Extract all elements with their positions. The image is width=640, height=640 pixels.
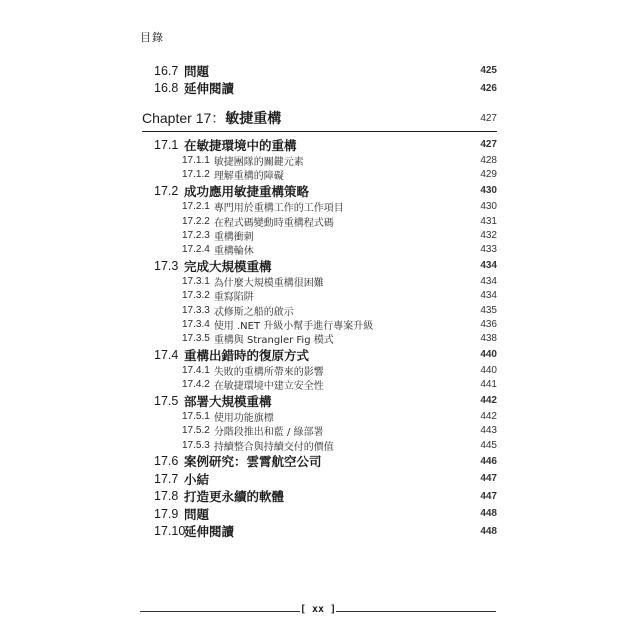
toc-entry-number: 17.5 <box>154 393 179 408</box>
toc-entry-page: 434 <box>480 275 497 287</box>
table-of-contents <box>142 62 497 540</box>
toc-entry-title: 重構出錯時的復原方式 <box>184 347 310 363</box>
toc-entry-number: 17.2.3 <box>182 229 210 241</box>
toc-entry-page: 430 <box>480 201 497 213</box>
toc-entry-page: 447 <box>480 490 497 502</box>
toc-subsection-entry <box>142 214 497 228</box>
toc-entry-number: 17.10 <box>154 524 186 538</box>
toc-entry-number: 17.3 <box>154 258 179 273</box>
toc-section-entry <box>142 470 497 488</box>
toc-subsection-entry <box>142 424 497 438</box>
toc-entry-page: 434 <box>480 290 497 302</box>
toc-subsection-entry <box>142 303 497 317</box>
toc-entry-title: 失敗的重構所帶來的影響 <box>213 366 324 378</box>
toc-section-entry <box>142 505 497 523</box>
toc-entry-page: 433 <box>480 244 497 256</box>
toc-entry-title: 分階段推出和藍 / 綠部署 <box>213 427 324 439</box>
toc-entry-number: 17.4 <box>154 347 179 362</box>
toc-entry-title: 完成大規模重構 <box>184 258 272 274</box>
toc-subsection-entry <box>142 200 497 214</box>
toc-entry-number: 17.1 <box>154 137 179 152</box>
toc-entry-page: 440 <box>480 364 497 376</box>
toc-entry-number: 17.9 <box>154 506 179 521</box>
toc-subsection-entry <box>142 438 497 452</box>
toc-entry-title: 敏捷重構 <box>225 111 282 127</box>
toc-entry-page: 442 <box>480 411 497 422</box>
toc-subsection-entry <box>142 154 497 168</box>
footer-rule-left <box>140 611 300 612</box>
toc-entry-page: 427 <box>480 112 497 124</box>
toc-entry-page: 428 <box>480 155 497 167</box>
toc-entry-page: 436 <box>480 318 497 330</box>
toc-entry-title: 問題 <box>184 506 210 522</box>
toc-entry-page: 432 <box>480 229 497 241</box>
toc-section-entry <box>142 452 497 470</box>
toc-chapter-entry <box>142 105 497 132</box>
toc-subsection-entry <box>142 168 497 182</box>
toc-entry-page: 435 <box>480 304 497 316</box>
page-number: [ xx ] <box>299 604 337 615</box>
toc-entry-page: 440 <box>480 349 497 361</box>
toc-entry-number: 17.1.1 <box>182 155 210 167</box>
toc-entry-title: 使用 .NET 升級小幫手進行專案升級 <box>213 320 374 332</box>
toc-entry-title: 成功應用敏捷重構策略 <box>184 183 310 199</box>
toc-section-entry <box>142 136 497 154</box>
toc-entry-title: 延伸閱讀 <box>184 524 235 539</box>
toc-subsection-entry <box>142 409 497 423</box>
toc-subsection-entry <box>142 317 497 331</box>
toc-entry-number: 17.2.1 <box>182 201 210 213</box>
toc-entry-number: 17.5.2 <box>182 425 210 437</box>
toc-entry-page: 445 <box>480 439 497 451</box>
toc-entry-title: 持續整合與持續交付的價值 <box>213 441 334 453</box>
toc-entry-page: 446 <box>480 455 497 467</box>
toc-entry-number: 17.2.2 <box>182 215 210 227</box>
running-head: 目錄 <box>140 31 164 44</box>
toc-section-entry <box>142 80 497 98</box>
toc-entry-title: 在敏捷環境中的重構 <box>184 137 297 153</box>
toc-entry-title: 延伸閱讀 <box>184 81 235 97</box>
toc-entry-title: 問題 <box>184 63 210 79</box>
toc-entry-number: 17.3.3 <box>182 304 210 316</box>
toc-section-entry <box>142 392 497 410</box>
toc-entry-title: 專門用於重構工作的工作項目 <box>213 203 344 215</box>
toc-entry-page: 429 <box>480 169 497 181</box>
toc-section-entry <box>142 487 497 505</box>
toc-entry-number: 17.8 <box>154 489 179 503</box>
footer-rule-right <box>336 611 496 612</box>
toc-entry-number: 17.2 <box>154 183 179 198</box>
toc-section-entry <box>142 257 497 275</box>
toc-entry-number: 17.7 <box>154 471 179 486</box>
toc-entry-page: 426 <box>480 82 497 94</box>
toc-entry-page: 434 <box>480 260 497 272</box>
toc-entry-number: 17.3.5 <box>182 333 210 345</box>
toc-subsection-entry <box>142 378 497 392</box>
toc-entry-number: 16.7 <box>154 63 179 78</box>
toc-entry-title: 重構與 Strangler Fig 模式 <box>213 335 334 347</box>
toc-entry-number: 16.8 <box>154 81 179 96</box>
toc-entry-title: 在敏捷環境中建立安全性 <box>213 381 324 393</box>
toc-subsection-entry <box>142 228 497 242</box>
toc-entry-page: 448 <box>480 525 497 537</box>
toc-subsection-entry <box>142 331 497 345</box>
toc-entry-title: 理解重構的障礙 <box>213 171 284 183</box>
toc-subsection-entry <box>142 274 497 288</box>
toc-entry-title: 重構衝刺 <box>213 231 254 243</box>
toc-entry-title: 敏捷團隊的關鍵元素 <box>213 157 304 169</box>
toc-entry-page: 443 <box>480 425 497 437</box>
toc-subsection-entry <box>142 242 497 256</box>
toc-entry-title: 小結 <box>184 471 210 487</box>
toc-entry-page: 441 <box>480 379 497 391</box>
toc-entry-page: 427 <box>480 139 497 151</box>
toc-section-entry <box>142 522 497 540</box>
toc-entry-number: 17.6 <box>154 454 179 468</box>
toc-entry-title: 重寫陷阱 <box>213 292 254 304</box>
toc-entry-title: 打造更永續的軟體 <box>184 489 285 504</box>
toc-entry-number: 17.4.1 <box>182 364 210 376</box>
toc-entry-title: 部署大規模重構 <box>184 393 272 409</box>
toc-entry-page: 447 <box>480 473 497 484</box>
toc-section-entry <box>142 346 497 364</box>
toc-entry-number: 17.1.2 <box>182 169 210 181</box>
page-footer <box>140 605 496 617</box>
toc-section-entry <box>142 62 497 80</box>
toc-entry-number: 17.3.4 <box>182 318 210 330</box>
toc-entry-number: 17.3.2 <box>182 290 210 302</box>
toc-entry-title: 使用功能旗標 <box>213 413 274 425</box>
toc-entry-number: 17.3.1 <box>182 275 210 287</box>
toc-subsection-entry <box>142 363 497 377</box>
toc-entry-number: Chapter 17： <box>142 110 226 126</box>
toc-entry-title: 重構輪休 <box>213 246 254 258</box>
toc-entry-title: 案例研究：雲霄航空公司 <box>184 454 322 469</box>
toc-entry-page: 430 <box>480 185 497 197</box>
toc-entry-page: 442 <box>480 395 497 407</box>
toc-entry-title: 為什麼大規模重構很困難 <box>213 277 324 289</box>
toc-entry-number: 17.5.1 <box>182 411 210 422</box>
toc-entry-page: 431 <box>480 215 497 227</box>
toc-entry-page: 438 <box>480 333 497 345</box>
toc-entry-number: 17.5.3 <box>182 439 210 451</box>
toc-section-entry <box>142 182 497 200</box>
toc-subsection-entry <box>142 289 497 303</box>
toc-entry-title: 忒修斯之船的啟示 <box>213 306 294 318</box>
toc-entry-title: 在程式碼變動時重構程式碼 <box>213 217 334 229</box>
toc-entry-page: 425 <box>480 65 497 77</box>
toc-entry-number: 17.4.2 <box>182 379 210 391</box>
toc-entry-page: 448 <box>480 508 497 519</box>
toc-entry-number: 17.2.4 <box>182 244 210 256</box>
